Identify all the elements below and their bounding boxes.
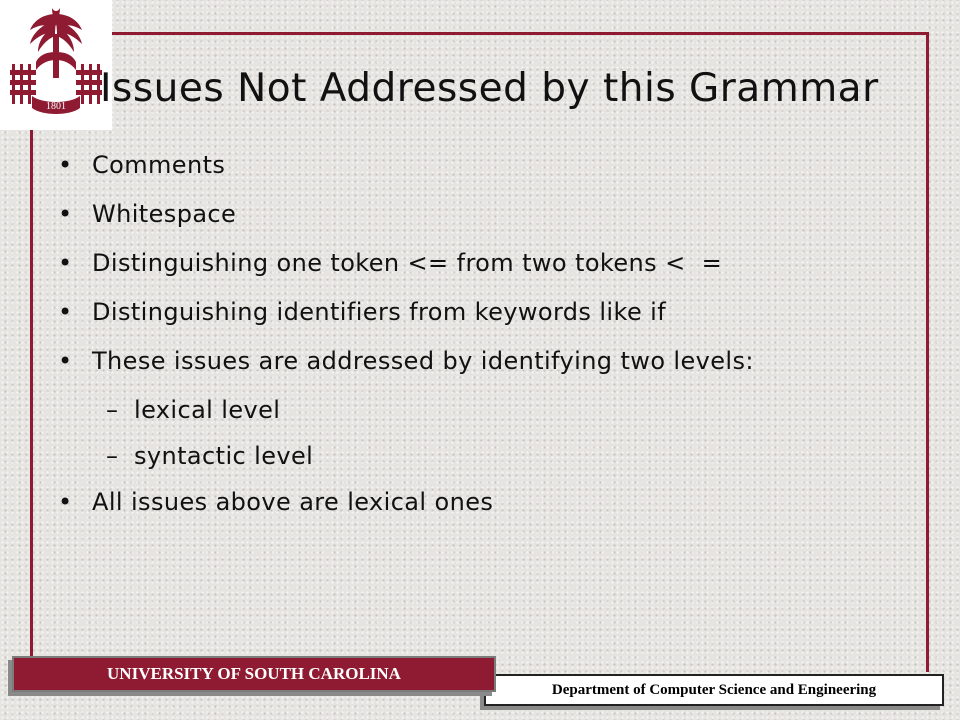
bullet-item [58, 248, 838, 278]
frame-left-line [30, 130, 33, 660]
sub-bullet-text: syntactic level [134, 442, 314, 470]
logo-year: 1801 [46, 101, 66, 112]
bullet-item [58, 297, 838, 327]
sub-bullet-text: lexical level [134, 396, 281, 424]
frame-top-line [106, 32, 929, 35]
bullet-item [58, 346, 792, 376]
sub-bullet-item [58, 441, 838, 471]
bullet-text: Distinguishing one token <= from two tokens < = [92, 249, 723, 277]
bullet-list [58, 150, 838, 536]
slide-title: Issues Not Addressed by this Grammar [100, 66, 879, 111]
university-banner: UNIVERSITY OF SOUTH CAROLINA [12, 656, 496, 692]
bullet-item [58, 150, 838, 180]
bullet-text: Whitespace [92, 200, 237, 228]
bullet-item [58, 199, 838, 229]
bullet-marker: • [58, 298, 73, 326]
bullet-marker: • [58, 200, 73, 228]
bullet-marker: • [58, 151, 73, 179]
bullet-text: Distinguishing identifiers from keywords like if [92, 298, 667, 326]
department-banner: Department of Computer Science and Engineering [484, 674, 944, 706]
bullet-marker: • [58, 488, 73, 516]
bullet-text: Comments [92, 151, 226, 179]
bullet-marker: • [58, 249, 73, 277]
university-logo [0, 0, 112, 130]
bullet-item [58, 487, 838, 517]
palmetto-seal-icon [0, 0, 112, 130]
sub-bullet-marker: – [106, 396, 119, 424]
bullet-text: These issues are addressed by identifying two levels: [92, 347, 754, 375]
sub-bullet-item [58, 395, 838, 425]
sub-bullet-marker: – [106, 442, 119, 470]
bullet-text: All issues above are lexical ones [92, 488, 494, 516]
frame-right-line [926, 32, 929, 672]
bullet-marker: • [58, 347, 73, 375]
